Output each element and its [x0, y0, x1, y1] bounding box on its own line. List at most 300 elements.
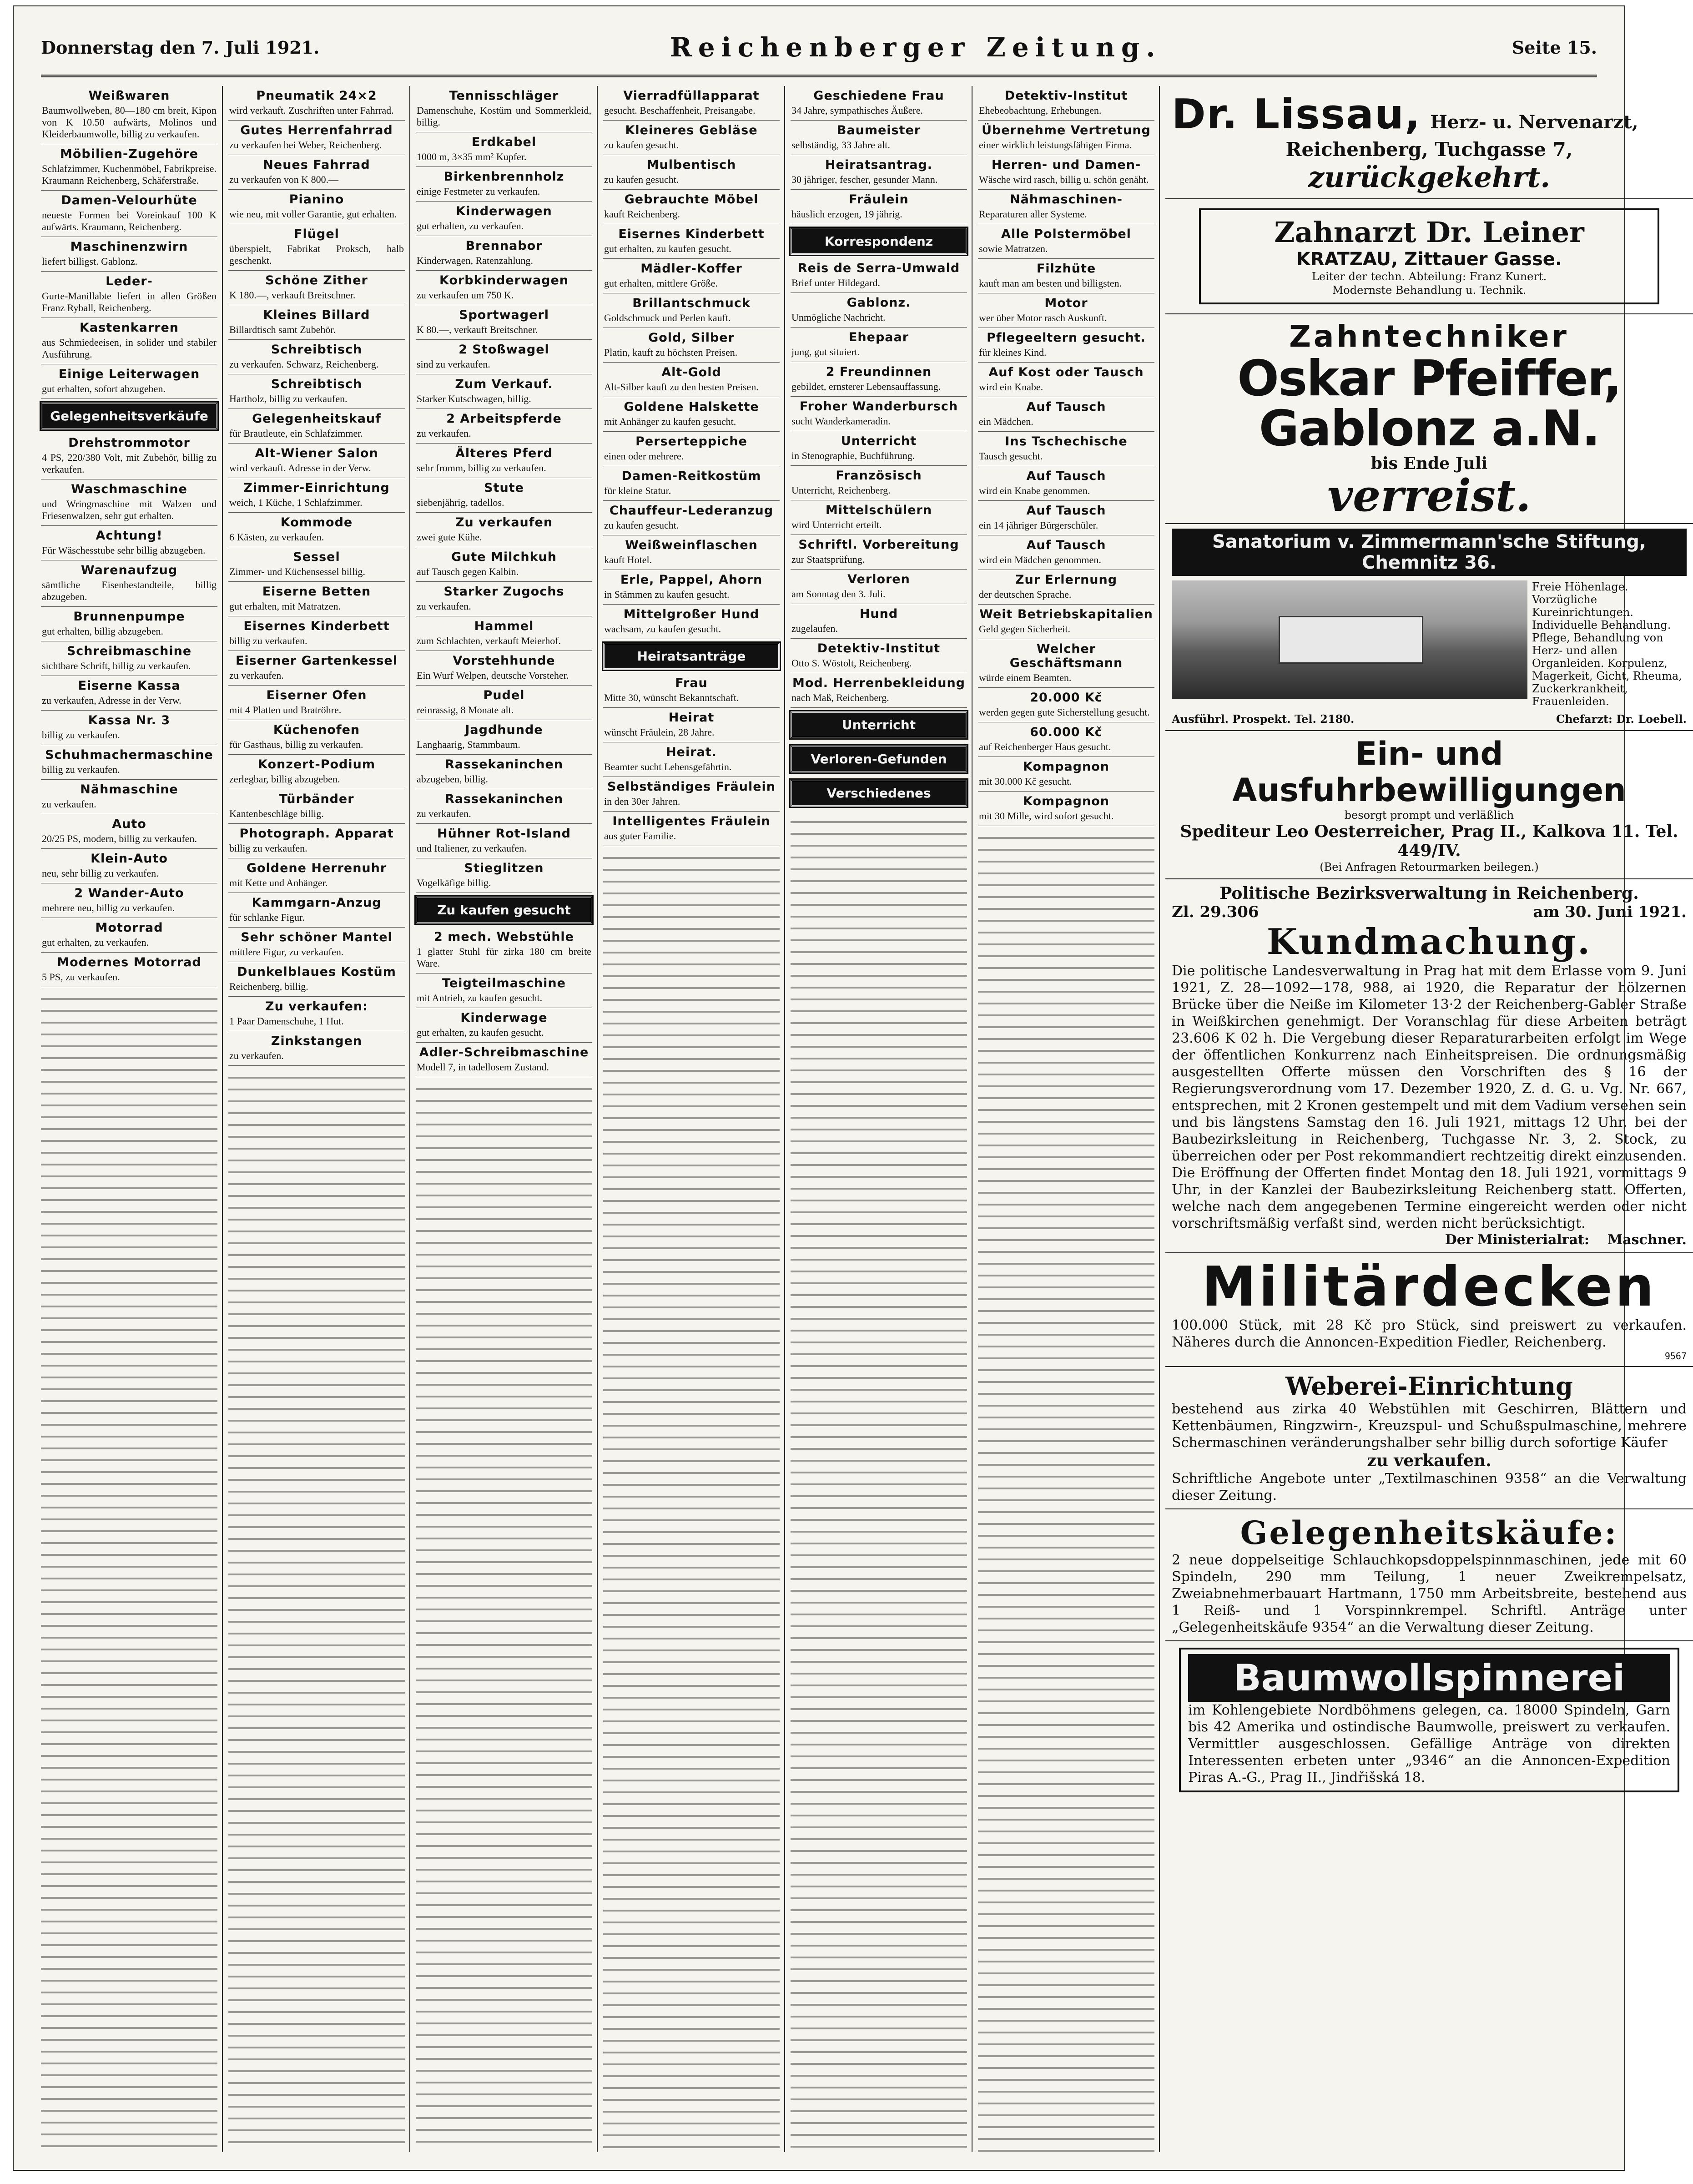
- classified-ad: [603, 328, 780, 363]
- ad-body: wird ein Knabe genommen.: [979, 485, 1090, 496]
- ad-heading: Auf Tausch: [1026, 538, 1106, 552]
- ad-heading: Gute Milchkuh: [451, 550, 557, 564]
- classified-ad: [603, 777, 780, 812]
- ad-body: Brief unter Hildegard.: [791, 277, 880, 288]
- classified-ad: [978, 570, 1154, 605]
- ad-body: 1 Paar Damenschuhe, 1 Hut.: [229, 1015, 344, 1027]
- classified-ad: [978, 86, 1154, 121]
- classified-ad: [41, 433, 217, 479]
- ad-body: für Gasthaus, billig zu verkaufen.: [229, 739, 363, 750]
- classified-ad: [416, 374, 592, 409]
- column-3: [416, 86, 598, 2152]
- classified-ad: [41, 780, 217, 814]
- ad-body: gut erhalten, zu verkaufen.: [42, 937, 149, 948]
- dense-text-filler: [228, 1069, 405, 2152]
- ad-body: zu verkaufen.: [229, 1050, 284, 1061]
- ad-body: ein Mädchen.: [979, 416, 1033, 427]
- weaving-sale: zu verkaufen.: [1367, 1451, 1491, 1470]
- classified-ad: [416, 305, 592, 340]
- section-heading-box: Gelegenheitsverkäufe: [41, 403, 217, 429]
- classified-ad: [41, 849, 217, 883]
- ad-heading: Kammgarn-Anzug: [252, 896, 382, 910]
- ad-heading: Goldene Herrenuhr: [246, 861, 387, 875]
- classified-ad: [41, 641, 217, 676]
- classified-ad: [416, 1008, 592, 1043]
- ad-heading: Schreibtisch: [271, 343, 363, 357]
- ad-body: mit 4 Platten und Bratröhre.: [229, 704, 342, 716]
- classified-ad: [41, 86, 217, 144]
- classified-ad: [791, 673, 967, 708]
- classified-ad: [228, 893, 405, 928]
- ad-body: aus guter Familie.: [604, 830, 676, 842]
- classified-ad: [41, 479, 217, 526]
- ad-body: kauft man am besten und billigsten.: [979, 277, 1122, 289]
- authority-date: am 30. Juni 1921.: [1533, 903, 1687, 921]
- classified-ad: [416, 720, 592, 755]
- classified-ad: [416, 271, 592, 305]
- section-heading-box: Korrespondenz: [791, 228, 967, 255]
- bargains-text: 2 neue doppelseitige Schlauchkopsdoppelspinnmaschinen, jede mit 60 Spindeln, 290 mm Teilung, 1 neuer Zweikrempelsatz, Zweiabnehmerbauart Hartmann, 1750 mm Arbeitsbreite, bestehend aus 1 Reiß- und 1 Vorspinnkrempel. Schriftl. Anträge unter „Gelegenheitskäufe 9354“ an die Verwaltung dieser Zeitung.: [1172, 1552, 1687, 1635]
- ad-body: 5 PS, zu verkaufen.: [42, 971, 120, 983]
- classified-ad: [416, 858, 592, 893]
- ad-heading: Schöne Zither: [265, 273, 368, 288]
- ad-body: Reparaturen aller Systeme.: [979, 208, 1087, 220]
- ad-body: Gurte-Manillabte liefert in allen Größen Franz Ryball, Reichenberg.: [42, 290, 217, 313]
- ad-heading: Auto: [112, 817, 146, 831]
- classified-ad: [978, 293, 1154, 328]
- classified-ad: [228, 616, 405, 651]
- ad-heading: Alt-Gold: [661, 365, 721, 379]
- ad-heading: Schuhmachermaschine: [45, 748, 213, 762]
- classified-ad: [791, 604, 967, 639]
- export-permits-sub: besorgt prompt und verläßlich: [1344, 809, 1514, 822]
- technician-until: bis Ende Juli: [1371, 454, 1488, 473]
- classified-ad: [416, 444, 592, 478]
- ad-body: zugelaufen.: [791, 623, 838, 634]
- classified-ad: [603, 466, 780, 501]
- ad-body: kauft Hotel.: [604, 554, 652, 565]
- ad-heading: Detektiv-Institut: [1004, 89, 1128, 103]
- technician-name: Oskar Pfeiffer, Gablonz a.N.: [1237, 350, 1621, 457]
- dental-technician-ad: [1165, 314, 1693, 524]
- ad-body: gebildet, ernsterer Lebensauffassung.: [791, 381, 941, 392]
- ad-body: ein 14 jähriger Bürgerschüler.: [979, 520, 1098, 531]
- classified-ad: [228, 928, 405, 962]
- technician-away: verreist.: [1327, 470, 1531, 521]
- ad-body: würde einem Beamten.: [979, 672, 1072, 683]
- newspaper-title: Reichenberger Zeitung.: [670, 32, 1162, 63]
- ad-heading: Vorstehhunde: [453, 654, 555, 668]
- ad-heading: Motor: [1044, 296, 1088, 310]
- ad-heading: Türbänder: [279, 792, 354, 806]
- newspaper-page: [13, 5, 1687, 2171]
- classified-ad: [41, 883, 217, 918]
- ad-heading: Möbilien-Zugehöre: [60, 147, 199, 161]
- ad-body: Unmögliche Nachricht.: [791, 312, 886, 323]
- ad-body: werden gegen gute Sicherstellung gesucht.: [979, 706, 1150, 718]
- ad-body: billig zu verkaufen.: [42, 764, 120, 775]
- ad-body: Unterricht, Reichenberg.: [791, 484, 891, 496]
- ad-body: wer über Motor rasch Auskunft.: [979, 312, 1107, 323]
- ad-heading: Kastenkarren: [80, 321, 179, 335]
- classified-ad: [41, 560, 217, 607]
- classified-ad: [978, 224, 1154, 259]
- column-2: [228, 86, 410, 2152]
- ad-body: in Stenographie, Buchführung.: [791, 450, 915, 461]
- classified-ad: [791, 121, 967, 155]
- ad-heading: Schriftl. Vorbereitung: [798, 538, 959, 552]
- ad-heading: Weißwaren: [88, 89, 170, 103]
- ad-body: gut erhalten, billig abzugeben.: [42, 625, 163, 637]
- authority-name: Politische Bezirksverwaltung in Reichenberg.: [1219, 884, 1639, 903]
- ad-heading: Übernehme Vertretung: [982, 123, 1151, 137]
- ad-heading: Heirat: [668, 711, 715, 725]
- classified-ad: [603, 570, 780, 605]
- ad-heading: Fräulein: [849, 192, 909, 207]
- classified-ad: [978, 432, 1154, 466]
- classified-ad: [603, 535, 780, 570]
- classified-ad: [228, 224, 405, 271]
- weaving-text: bestehend aus zirka 40 Webstühlen mit Geschirren, Blättern und Kettenbäumen, Ringzwirn-, Kreuzspul- und Schußspulmaschine, mehrere Schermaschinen veränderungshalber sehr billig durch sofortige Käufer: [1172, 1401, 1687, 1451]
- classified-ad: [228, 997, 405, 1031]
- ad-heading: Älteres Pferd: [455, 446, 553, 460]
- classified-ad: [41, 745, 217, 780]
- ad-body: wünscht Fräulein, 28 Jahre.: [604, 726, 715, 738]
- ad-body: gut erhalten, zu kaufen gesucht.: [604, 243, 731, 254]
- ad-heading: Mädler-Koffer: [640, 262, 742, 276]
- ad-heading: Konzert-Podium: [258, 757, 375, 772]
- doctor-title: Herz- u. Nervenarzt,: [1430, 111, 1638, 133]
- ad-heading: Kleines Billard: [263, 308, 370, 322]
- ad-body: sämtliche Eisenbestandteile, billig abzugeben.: [42, 579, 217, 602]
- ad-body: weich, 1 Küche, 1 Schlafzimmer.: [229, 497, 363, 508]
- ad-heading: Vierradfüllapparat: [623, 89, 760, 103]
- ad-heading: Ins Tschechische: [1005, 434, 1128, 449]
- ad-columns: [41, 86, 1687, 2152]
- ad-body: wird verkauft. Adresse in der Verw.: [229, 462, 371, 474]
- ad-body: wird verkauft. Zuschriften unter Fahrrad.: [229, 105, 394, 116]
- ad-body: sehr fromm, billig zu verkaufen.: [417, 462, 546, 474]
- ad-heading: Zu verkaufen:: [265, 999, 368, 1014]
- ad-heading: Pudel: [483, 688, 525, 702]
- classified-ad: [416, 927, 592, 973]
- ad-body: für kleines Kind.: [979, 347, 1047, 358]
- ad-body: Otto S. Wöstolt, Reichenberg.: [791, 657, 912, 669]
- ad-heading: 2 Arbeitspferde: [446, 412, 562, 426]
- classified-ad: [228, 651, 405, 686]
- ad-heading: Jagdhunde: [465, 723, 543, 737]
- military-blankets-number: 9567: [1664, 1351, 1687, 1362]
- ad-body: Goldschmuck und Perlen kauft.: [604, 312, 731, 323]
- ad-heading: Auf Tausch: [1026, 400, 1106, 414]
- ad-heading: Zu verkaufen: [455, 515, 553, 530]
- ad-body: reinrassig, 8 Monate alt.: [417, 704, 514, 716]
- ad-body: zu verkaufen um 750 K.: [417, 289, 514, 301]
- classified-ad: [416, 547, 592, 582]
- issue-date: Donnerstag den 7. Juli 1921.: [41, 37, 320, 58]
- ad-heading: Heirat.: [666, 745, 717, 759]
- classified-ad: [791, 431, 967, 466]
- classified-ad: [228, 755, 405, 789]
- ad-heading: Sportwagerl: [459, 308, 549, 322]
- classified-ad: [791, 328, 967, 362]
- ad-heading: Eiserne Kassa: [78, 679, 181, 693]
- ad-heading: Küchenofen: [273, 723, 360, 737]
- ad-body: Ehebeobachtung, Erhebungen.: [979, 105, 1102, 116]
- military-blankets-text: 100.000 Stück, mit 28 Kč pro Stück, sind preiswert zu verkaufen. Näheres durch die Annoncen-Expedition Fiedler, Reichenberg.: [1172, 1317, 1687, 1350]
- ad-body: Ein Wurf Welpen, deutsche Vorsteher.: [417, 670, 569, 681]
- ad-body: zur Staatsprüfung.: [791, 554, 865, 565]
- doctor-ad: [1165, 86, 1693, 199]
- ad-body: Wäsche wird rasch, billig u. schön genäht.: [979, 174, 1149, 185]
- classified-ad: [978, 792, 1154, 826]
- ad-heading: Tennisschläger: [449, 89, 559, 103]
- signature-label: Der Ministerialrat:: [1445, 1232, 1589, 1248]
- classified-ad: [603, 121, 780, 155]
- classified-ad: [978, 328, 1154, 363]
- classified-ad: [41, 191, 217, 237]
- export-permits-title: Ein- und Ausfuhrbewilligungen: [1232, 735, 1626, 809]
- ad-heading: Pianino: [289, 192, 344, 207]
- classified-ad: [603, 155, 780, 190]
- ad-heading: Kompagnon: [1023, 794, 1109, 808]
- ad-body: für Brautleute, ein Schlafzimmer.: [229, 428, 363, 439]
- classified-ad: [791, 500, 967, 535]
- bargains-ad: [1165, 1509, 1693, 1641]
- ad-heading: Hühner Rot-Island: [437, 827, 571, 841]
- ad-body: mit Anhänger zu kaufen gesucht.: [604, 416, 736, 427]
- ad-body: neueste Formen bei Voreinkauf 100 K aufwärts. Kraumann, Reichenberg.: [42, 209, 217, 232]
- ad-body: zu verkaufen von K 800.—: [229, 174, 339, 185]
- export-permits-ad: [1165, 731, 1693, 879]
- classified-ad: [978, 363, 1154, 397]
- ad-heading: Stute: [484, 481, 524, 495]
- ad-heading: Adler-Schreibmaschine: [419, 1045, 589, 1059]
- ad-body: neu, sehr billig zu verkaufen.: [42, 868, 159, 879]
- classified-ad: [978, 605, 1154, 639]
- ad-heading: Achtung!: [96, 529, 163, 543]
- classified-ad: [603, 812, 780, 846]
- ad-heading: Zinkstangen: [271, 1034, 363, 1048]
- classified-ad: [603, 432, 780, 466]
- ad-body: Platin, kauft zu höchsten Preisen.: [604, 347, 738, 358]
- ad-heading: Brennabor: [465, 239, 543, 253]
- classified-ad: [791, 258, 967, 293]
- classified-ad: [978, 722, 1154, 757]
- ad-heading: 60.000 Kč: [1030, 725, 1103, 739]
- ad-heading: 2 Wander-Auto: [74, 886, 184, 900]
- ad-heading: Perserteppiche: [635, 434, 747, 449]
- ad-heading: Auf Kost oder Tausch: [988, 365, 1144, 379]
- spinning-mill-title: Baumwollspinnerei: [1188, 1654, 1670, 1702]
- ad-body: gut erhalten, mittlere Größe.: [604, 277, 718, 289]
- ad-heading: Weit Betriebskapitalien: [979, 607, 1153, 621]
- classified-ad: [41, 918, 217, 953]
- announcement-title: Kundmachung.: [1266, 921, 1592, 963]
- ad-body: Alt-Silber kauft zu den besten Preisen.: [604, 381, 759, 393]
- ad-heading: Flügel: [294, 227, 339, 241]
- classified-ad: [791, 639, 967, 673]
- classified-ad: [603, 397, 780, 432]
- ad-heading: Dunkelblaues Kostüm: [237, 965, 396, 979]
- classified-ad: [41, 953, 217, 987]
- ad-heading: Teigteilmaschine: [442, 976, 566, 990]
- ad-heading: Hammel: [474, 619, 534, 633]
- sanatorium-photo: [1172, 580, 1527, 699]
- ad-body: für kleine Statur.: [604, 485, 671, 496]
- column-display-ads: [1165, 86, 1693, 2152]
- classified-ad: [41, 711, 217, 745]
- ad-heading: Detektiv-Institut: [817, 641, 941, 656]
- dentist-name: Zahnarzt Dr. Leiner: [1274, 216, 1584, 249]
- ad-body: Für Wäschesstube sehr billig abzugeben.: [42, 545, 206, 556]
- ad-body: Geld gegen Sicherheit.: [979, 623, 1070, 635]
- export-permits-note: (Bei Anfragen Retourmarken beilegen.): [1320, 861, 1539, 873]
- classified-ad: [416, 973, 592, 1008]
- dentist-ad: [1165, 199, 1693, 314]
- ad-heading: Kompagnon: [1023, 760, 1109, 774]
- classified-ad: [228, 513, 405, 547]
- doctor-header: [1172, 91, 1687, 138]
- ad-body: Hartholz, billig zu verkaufen.: [229, 393, 348, 404]
- ad-heading: Kassa Nr. 3: [88, 713, 171, 727]
- ad-heading: Froher Wanderbursch: [799, 399, 958, 414]
- ad-body: einer wirklich leistungsfähigen Firma.: [979, 139, 1132, 151]
- ad-body: mit 30 Mille, wird sofort gesucht.: [979, 810, 1114, 822]
- ad-body: selbständig, 33 Jahre alt.: [791, 139, 890, 151]
- classified-ad: [603, 190, 780, 224]
- ad-heading: Eisernes Kinderbett: [618, 227, 765, 241]
- classified-ad: [416, 478, 592, 513]
- dense-text-filler: [978, 829, 1154, 2152]
- signature-name: Maschner.: [1607, 1232, 1687, 1248]
- classified-ad: [791, 570, 967, 604]
- ad-heading: Leder-: [106, 274, 153, 288]
- ad-heading: Mulbentisch: [646, 158, 736, 172]
- ad-body: gesucht. Beschaffenheit, Preisangabe.: [604, 105, 756, 116]
- spinning-mill-text: im Kohlengebiete Nordböhmens gelegen, ca. 18000 Spindeln, Garn bis 42 Amerika und ostindische Baumwolle, preiswert zu verkaufen. Vermittler ausgeschlossen. Gefällige Anträge von direkten Interessenten erbeten unter „9346“ an die Annoncen-Expedition Piras A.-G., Prag II., Jindřišská 18.: [1188, 1702, 1670, 1786]
- weaving-title: Weberei-Einrichtung: [1285, 1372, 1573, 1401]
- ad-heading: Erle, Pappel, Ahorn: [620, 573, 763, 587]
- ad-heading: Französisch: [836, 469, 922, 483]
- ad-heading: Zur Erlernung: [1015, 573, 1118, 587]
- ad-heading: Photograph. Apparat: [239, 827, 394, 841]
- ad-body: nach Maß, Reichenberg.: [791, 692, 889, 703]
- ad-heading: Mittelgroßer Hund: [623, 607, 760, 621]
- ad-body: mit 30.000 Kč gesucht.: [979, 776, 1072, 787]
- ad-heading: 2 Freundinnen: [826, 365, 932, 379]
- ad-body: zu verkaufen.: [42, 798, 96, 810]
- classified-ad: [228, 340, 405, 374]
- classified-ad: [416, 340, 592, 374]
- ad-body: 1000 m, 3×35 mm² Kupfer.: [417, 151, 527, 162]
- doctor-returned: zurückgekehrt.: [1308, 161, 1550, 194]
- classified-ad: [978, 535, 1154, 570]
- ad-heading: Damen-Reitkostüm: [621, 469, 761, 483]
- section-heading-box: Unterricht: [791, 711, 967, 738]
- ad-body: 1 glatter Stuhl für zirka 180 cm breite Ware.: [417, 946, 591, 969]
- dense-text-filler: [41, 990, 217, 2152]
- ad-body: Tausch gesucht.: [979, 450, 1043, 462]
- section-heading-box: Verloren-Gefunden: [791, 746, 967, 772]
- ad-body: K 180.—, verkauft Breitschner.: [229, 289, 356, 301]
- ad-body: zu kaufen gesucht.: [604, 520, 679, 531]
- section-heading-box: Heiratsanträge: [603, 643, 780, 670]
- ad-heading: Einige Leiterwagen: [58, 367, 200, 381]
- ad-body: K 80.—, verkauft Breitschner.: [417, 324, 538, 335]
- weaving-footer: Schriftliche Angebote unter „Textilmaschinen 9358“ an die Verwaltung dieser Zeitung.: [1172, 1471, 1687, 1503]
- ad-body: und Wringmaschine mit Walzen und Friesenwalzen, sehr gut erhalten.: [42, 498, 217, 521]
- announcement-signature: [1172, 1232, 1687, 1248]
- ad-heading: Kommode: [280, 515, 353, 530]
- ad-heading: Motorrad: [95, 921, 163, 935]
- ad-heading: Ehepaar: [848, 330, 909, 344]
- ad-body: Damenschuhe, Kostüm und Sommerkleid, billig.: [417, 105, 591, 128]
- ad-heading: Eisernes Kinderbett: [243, 619, 390, 633]
- ad-body: zu verkaufen.: [229, 670, 284, 681]
- classified-ad: [41, 318, 217, 364]
- dense-text-filler: [416, 1080, 592, 2152]
- classified-ad: [791, 466, 967, 500]
- ad-body: Mitte 30, wünscht Bekanntschaft.: [604, 692, 739, 703]
- ad-body: in Stämmen zu kaufen gesucht.: [604, 589, 730, 600]
- ad-heading: Neues Fahrrad: [263, 158, 370, 172]
- ad-body: sichtbare Schrift, billig zu verkaufen.: [42, 660, 191, 671]
- ad-body: wird ein Mädchen genommen.: [979, 554, 1101, 565]
- classified-ad: [416, 513, 592, 547]
- ad-body: zu kaufen gesucht.: [604, 174, 679, 185]
- classified-ad: [416, 86, 592, 132]
- classified-ad: [228, 121, 405, 155]
- ad-heading: Sehr schöner Mantel: [241, 930, 393, 944]
- ad-heading: Eiserner Gartenkessel: [235, 654, 398, 668]
- weaving-ad: [1165, 1367, 1693, 1509]
- ad-body: zum Schlachten, verkauft Meierhof.: [417, 635, 561, 646]
- sanatorium-text: Freie Höhenlage. Vorzügliche Kureinrichtungen. Individuelle Behandlung. Pflege, Behandlung von Herz- und allen Organleiden. Korpulenz, Magerkeit, Gicht, Rheuma, Zuckerkrankheit, Frauenleiden.: [1532, 580, 1682, 708]
- classified-ad: [791, 362, 967, 397]
- ad-body: zu verkaufen.: [417, 808, 471, 819]
- classified-ad: [416, 167, 592, 202]
- ad-heading: Sessel: [293, 550, 340, 564]
- ad-heading: Kinderwage: [460, 1011, 548, 1025]
- ad-body: mehrere neu, billig zu verkaufen.: [42, 902, 175, 913]
- ad-heading: Zum Verkauf.: [455, 377, 553, 391]
- ad-heading: Gutes Herrenfahrrad: [240, 123, 393, 137]
- classified-ad: [791, 397, 967, 431]
- classified-ad: [41, 526, 217, 560]
- ad-body: der deutschen Sprache.: [979, 589, 1072, 600]
- classified-ad: [416, 409, 592, 444]
- classified-ad: [603, 605, 780, 639]
- section-heading-box: Zu kaufen gesucht: [416, 897, 592, 923]
- classified-ad: [978, 639, 1154, 688]
- ad-heading: Reis de Serra-Umwald: [797, 261, 960, 275]
- ad-body: mit Kette und Anhänger.: [229, 877, 328, 888]
- ad-heading: Eiserne Betten: [262, 585, 371, 599]
- classified-ad: [603, 501, 780, 535]
- military-blankets-title: Militärdecken: [1201, 1256, 1657, 1319]
- classified-ad: [978, 466, 1154, 501]
- classified-ad: [791, 293, 967, 328]
- ad-heading: Hund: [859, 607, 898, 621]
- classified-ad: [416, 1043, 592, 1077]
- ad-heading: Brillantschmuck: [632, 296, 751, 310]
- ad-heading: Geschiedene Frau: [813, 89, 944, 103]
- ad-body: gut erhalten, sofort abzugeben.: [42, 383, 166, 394]
- classified-ad: [228, 374, 405, 409]
- ad-body: Baumwollweben, 80—180 cm breit, Kipon von K 10.50 aufwärts, Molinos und Kleiderbaumwolle, billig zu verkaufen.: [42, 105, 217, 140]
- authority-number: Zl. 29.306: [1172, 903, 1259, 921]
